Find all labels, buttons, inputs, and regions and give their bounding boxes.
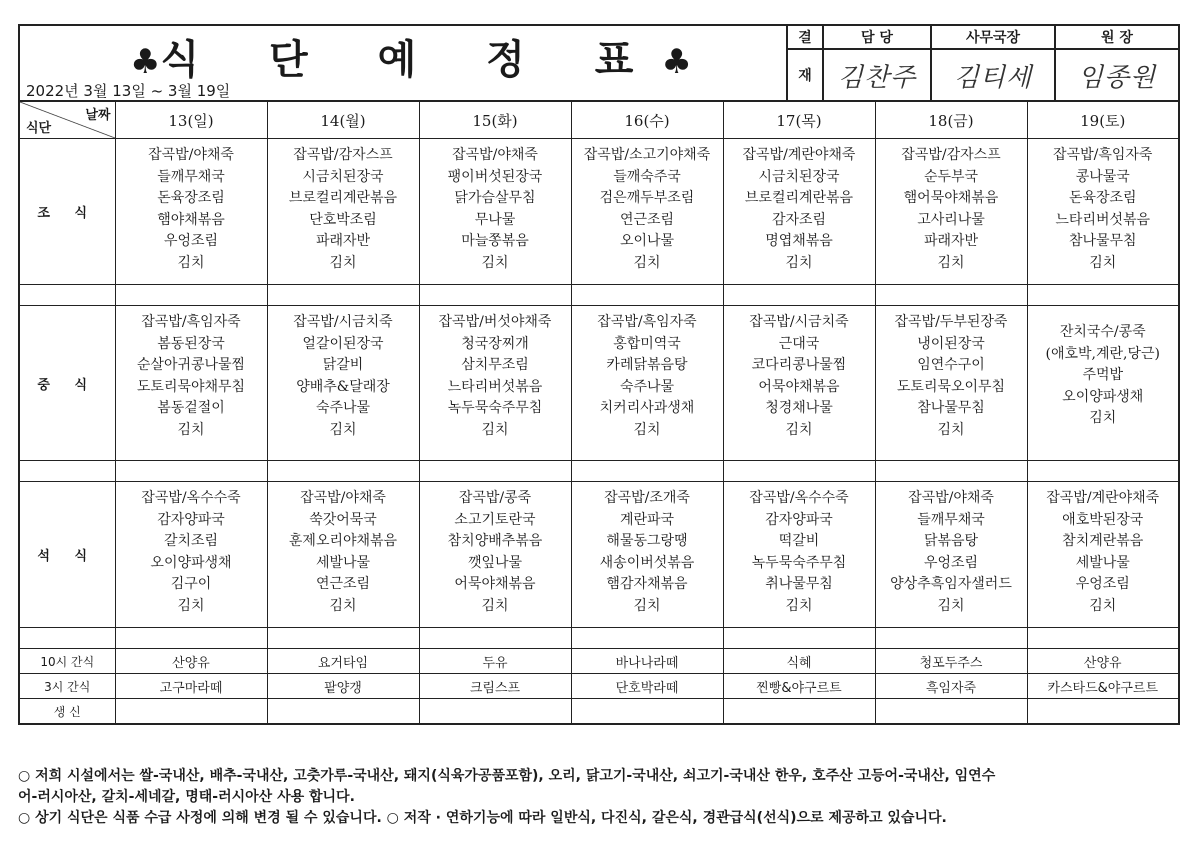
menu-item: 김치: [633, 597, 661, 614]
menu-item: 숙주나물: [619, 378, 675, 395]
menu-item: 소고기토란국: [454, 511, 536, 528]
menu-item: 주먹밥: [1082, 367, 1124, 383]
menu-item: 깻잎나물: [467, 554, 523, 571]
menu-cell: [419, 139, 571, 285]
menu-item: 돈육장조림: [1068, 190, 1137, 206]
menu-item: 갈치조림: [163, 533, 219, 549]
menu-cell: [267, 139, 419, 285]
menu-item: 고사리나물: [917, 211, 985, 228]
menu-item: 들깨숙주국: [613, 168, 681, 185]
menu-cell: [115, 139, 267, 285]
menu-item: 훈제오리야채볶음: [288, 533, 398, 549]
menu-cell: [723, 482, 875, 628]
date-header: 18(금): [875, 101, 1027, 139]
menu-item: 순살아귀콩나물찜: [136, 357, 246, 373]
menu-item: 김치: [1089, 597, 1117, 614]
menu-item: 단호박조림: [309, 211, 377, 228]
menu-item: 어묵야채볶음: [454, 576, 536, 592]
menu-item: 취나물무침: [765, 576, 833, 592]
approval-role-2: 사무국장: [931, 25, 1055, 49]
menu-item: 햄감자채볶음: [606, 576, 688, 592]
menu-item: 잡곡밥/감자스프: [293, 147, 393, 163]
snack-item: 청포두주스: [875, 649, 1027, 674]
menu-item: 청경채나물: [765, 400, 833, 416]
menu-item: 명엽채볶음: [765, 233, 833, 249]
menu-cell: [115, 306, 267, 461]
menu-item: 김치: [481, 597, 509, 614]
menu-item: 근대국: [778, 335, 820, 352]
menu-item: 어묵야채볶음: [758, 378, 840, 395]
menu-item: 닭갈비: [322, 357, 364, 373]
menu-item: 감자양파국: [157, 511, 225, 528]
menu-item: 세발나물: [315, 554, 371, 571]
menu-item: 잡곡밥/야채죽: [300, 490, 386, 506]
menu-item: 김치: [633, 254, 661, 271]
menu-item: 감자양파국: [765, 511, 833, 528]
menu-cell: [1027, 139, 1179, 285]
menu-cell: [419, 306, 571, 461]
menu-item: 봄동된장국: [157, 335, 225, 352]
menu-item: 잡곡밥/흑임자죽: [141, 314, 241, 330]
menu-item: 세발나물: [1075, 554, 1130, 571]
menu-item: 우엉조림: [163, 233, 219, 249]
meal-gap-row: [19, 285, 1179, 306]
menu-item: 애호박된장국: [1062, 511, 1144, 528]
menu-item: 잡곡밥/계란야채죽: [742, 147, 856, 163]
menu-cell: [115, 482, 267, 628]
snack-item: 바나나라떼: [571, 649, 723, 674]
snack-item: 단호박라떼: [571, 674, 723, 699]
menu-item: 봄동겉절이: [157, 400, 225, 416]
menu-cell: [571, 306, 723, 461]
menu-item: 김치: [329, 254, 357, 271]
menu-item: 잡곡밥/계란야채죽: [1046, 490, 1160, 506]
date-header: 16(수): [571, 101, 723, 139]
menu-item: 김치: [633, 421, 661, 438]
meal-label: 조 식: [19, 139, 115, 285]
club-icon: ♣: [661, 42, 692, 82]
menu-item: (애호박,계란,당근): [1045, 345, 1160, 362]
menu-item: 숙주나물: [315, 400, 371, 416]
menu-item: 해물동그랑땡: [606, 533, 688, 549]
menu-item: 잡곡밥/소고기야채죽: [583, 147, 711, 163]
period-text: 2022년 3월 13일 ~ 3월 19일: [26, 82, 231, 100]
menu-item: 잡곡밥/시금치죽: [749, 314, 849, 330]
menu-item: 임연수구이: [917, 357, 985, 373]
menu-item: 느타리버섯볶음: [1055, 211, 1151, 228]
menu-cell: [571, 482, 723, 628]
menu-item: 참나물무침: [917, 400, 985, 416]
menu-cell: [1027, 482, 1179, 628]
menu-item: 홍합미역국: [613, 335, 681, 352]
menu-item: 양배추&달래장: [296, 378, 390, 395]
menu-item: 참치계란볶음: [1062, 533, 1144, 549]
date-header: 14(월): [267, 101, 419, 139]
menu-item: 잡곡밥/옥수수죽: [141, 490, 241, 506]
menu-item: 김치: [1089, 410, 1117, 426]
menu-item: 감자조림: [771, 211, 827, 228]
meal-gap-row: [19, 461, 1179, 482]
menu-item: 마늘쫑볶음: [461, 233, 529, 249]
menu-item: 계란파국: [619, 511, 675, 528]
change-note: ○ 상기 식단은 식품 수급 사정에 의해 변경 될 수 있습니다. ○ 저작 · 연하기능에 따라 일반식, 다진식, 갈은식, 경관급식(선식)으로 제공하고 있습니다.: [18, 810, 947, 826]
menu-cell: [875, 306, 1027, 461]
menu-item: 잡곡밥/흑임자죽: [1053, 147, 1153, 163]
menu-cell: [1027, 306, 1179, 461]
menu-item: 김치: [785, 597, 813, 614]
menu-item: 김치: [177, 254, 205, 271]
menu-item: 도토리묵오이무침: [896, 378, 1006, 395]
menu-item: 잡곡밥/콩죽: [458, 490, 532, 506]
snack-item: 흑임자죽: [875, 674, 1027, 699]
snack-item: 카스타드&야구르트: [1027, 674, 1179, 699]
menu-item: 시금치된장국: [758, 168, 840, 185]
menu-item: 잡곡밥/야채죽: [148, 147, 234, 163]
menu-item: 순두부국: [923, 168, 979, 185]
menu-cell: [267, 482, 419, 628]
menu-item: 무나물: [474, 211, 516, 228]
menu-item: 김치: [329, 421, 357, 438]
date-header: 19(토): [1027, 101, 1179, 139]
menu-cell: [723, 306, 875, 461]
menu-item: 들깨무채국: [917, 511, 985, 528]
menu-item: 브로컬리계란볶음: [288, 190, 398, 206]
menu-item: 김치: [1089, 254, 1117, 271]
menu-item: 김치: [177, 597, 205, 614]
signature-3: 임종원: [1055, 49, 1179, 101]
menu-item: 돈육장조림: [157, 190, 225, 206]
meal-row-dinner: [19, 482, 1179, 628]
meal-row-lunch: [19, 306, 1179, 461]
menu-item: 잡곡밥/버섯야채죽: [438, 314, 552, 330]
menu-item: 청국장찌개: [461, 335, 529, 352]
meal-gap-row: [19, 628, 1179, 649]
approval-box: [786, 24, 1180, 102]
snack-row-3: [19, 674, 1179, 699]
snack-row-10: [19, 649, 1179, 674]
menu-item: 우엉조림: [1075, 576, 1130, 592]
menu-item: 카레닭볶음탕: [606, 357, 688, 373]
snack-item: 찐빵&야구르트: [723, 674, 875, 699]
table-corner: [19, 101, 115, 139]
menu-item: 떡갈비: [778, 533, 820, 549]
menu-item: 치커리사과생채: [599, 400, 695, 416]
origin-note: ○ 저희 시설에서는 쌀-국내산, 배추-국내산, 고춧가루-국내산, 돼지(식육가공품포함), 오리, 닭고기-국내산, 쇠고기-국내산 한우, 호주산 고등어-국내산, 임연수: [18, 768, 996, 784]
menu-item: 김치: [785, 254, 813, 271]
menu-item: 녹두묵숙주무침: [751, 554, 847, 571]
date-header: 17(목): [723, 101, 875, 139]
approval-label-top: 결: [787, 25, 823, 49]
menu-item: 잡곡밥/두부된장죽: [894, 314, 1008, 330]
menu-item: 냉이된장국: [917, 335, 985, 352]
menu-item: 잡곡밥/시금치죽: [293, 314, 393, 330]
menu-item: 잡곡밥/흑임자죽: [597, 314, 697, 330]
snack-label: 3시 간식: [19, 674, 115, 699]
snack-item: 산양유: [1027, 649, 1179, 674]
menu-sheet: [18, 24, 1180, 725]
menu-item: 느타리버섯볶음: [447, 378, 543, 395]
menu-item: 잡곡밥/야채죽: [452, 147, 538, 163]
snack-item: 팥양갱: [267, 674, 419, 699]
menu-item: 연근조림: [619, 211, 675, 228]
title-text: 식 단 예 정 표: [160, 37, 662, 83]
menu-item: 잡곡밥/야채죽: [908, 490, 994, 506]
menu-item: 들깨무채국: [157, 168, 225, 185]
menu-item: 오이나물: [619, 233, 675, 249]
sheet-header: [18, 24, 1180, 100]
menu-cell: [875, 482, 1027, 628]
menu-cell: [723, 139, 875, 285]
menu-cell: [571, 139, 723, 285]
menu-cell: [419, 482, 571, 628]
meal-label: 중 식: [19, 306, 115, 461]
menu-item: 녹두묵숙주무침: [447, 400, 543, 416]
menu-item: 김치: [177, 421, 205, 438]
menu-item: 시금치된장국: [302, 168, 384, 185]
menu-item: 김구이: [170, 576, 212, 592]
menu-item: 삼치무조림: [461, 357, 529, 373]
menu-item: 김치: [785, 421, 813, 438]
snack-label: 10시 간식: [19, 649, 115, 674]
snack-item: 식혜: [723, 649, 875, 674]
menu-item: 새송이버섯볶음: [599, 554, 695, 571]
approval-label-bottom: 재: [787, 49, 823, 101]
menu-item: 햄어묵야채볶음: [903, 190, 999, 206]
menu-item: 김치: [937, 254, 965, 271]
corner-date-label: 날짜: [85, 108, 111, 123]
snack-item: 두유: [419, 649, 571, 674]
menu-item: 김치: [481, 254, 509, 271]
menu-item: 브로컬리계란볶음: [744, 190, 854, 206]
club-icon: ♣: [130, 42, 161, 82]
meal-label: 석 식: [19, 482, 115, 628]
signature-1: 김찬주: [823, 49, 931, 101]
menu-item: 도토리묵야채무침: [136, 378, 246, 395]
menu-item: 파래자반: [315, 233, 371, 249]
menu-item: 잡곡밥/조개죽: [604, 490, 690, 506]
menu-item: 코다리콩나물찜: [751, 357, 847, 373]
page-title: [130, 28, 692, 85]
snack-item: 크림스프: [419, 674, 571, 699]
approval-role-3: 원 장: [1055, 25, 1179, 49]
signature-2: 김티세: [931, 49, 1055, 101]
snack-item: 고구마라떼: [115, 674, 267, 699]
menu-item: 오이양파생채: [150, 554, 232, 571]
date-header: 13(일): [115, 101, 267, 139]
menu-item: 김치: [329, 597, 357, 614]
menu-cell: [267, 306, 419, 461]
menu-item: 잔치국수/콩죽: [1059, 324, 1146, 340]
menu-item: 콩나물국: [1075, 168, 1130, 185]
footer-notes: [18, 766, 1188, 829]
menu-item: 쑥갓어묵국: [309, 511, 377, 528]
birthday-row: [19, 699, 1179, 725]
menu-item: 검은깨두부조림: [599, 190, 695, 206]
menu-item: 팽이버섯된장국: [447, 168, 543, 185]
menu-item: 잡곡밥/옥수수죽: [749, 490, 849, 506]
snack-item: 요거타임: [267, 649, 419, 674]
menu-item: 닭가슴살무침: [454, 190, 536, 206]
snack-item: 산양유: [115, 649, 267, 674]
corner-meal-label: 식단: [26, 121, 52, 136]
menu-item: 김치: [937, 421, 965, 438]
menu-item: 닭볶음탕: [923, 533, 979, 549]
birthday-label: 생 신: [19, 699, 115, 725]
approval-role-1: 담 당: [823, 25, 931, 49]
menu-table: [18, 100, 1180, 725]
menu-item: 김치: [481, 421, 509, 438]
menu-item: 김치: [937, 597, 965, 614]
date-header: 15(화): [419, 101, 571, 139]
menu-item: 오이양파생채: [1062, 388, 1144, 405]
menu-item: 얼갈이된장국: [302, 335, 384, 352]
menu-cell: [875, 139, 1027, 285]
menu-item: 양상추흑임자샐러드: [890, 576, 1012, 592]
date-row: [19, 101, 1179, 139]
menu-item: 참나물무침: [1068, 233, 1137, 249]
menu-item: 잡곡밥/감자스프: [901, 147, 1001, 163]
meal-row-breakfast: [19, 139, 1179, 285]
menu-item: 햄야채볶음: [157, 211, 225, 228]
menu-item: 연근조림: [315, 576, 371, 592]
menu-item: 우엉조림: [923, 554, 979, 571]
menu-item: 파래자반: [923, 233, 979, 249]
menu-item: 참치양배추볶음: [447, 533, 543, 549]
origin-note-cont: 어-러시아산, 갈치-세네갈, 명태-러시아산 사용 합니다.: [18, 789, 355, 805]
